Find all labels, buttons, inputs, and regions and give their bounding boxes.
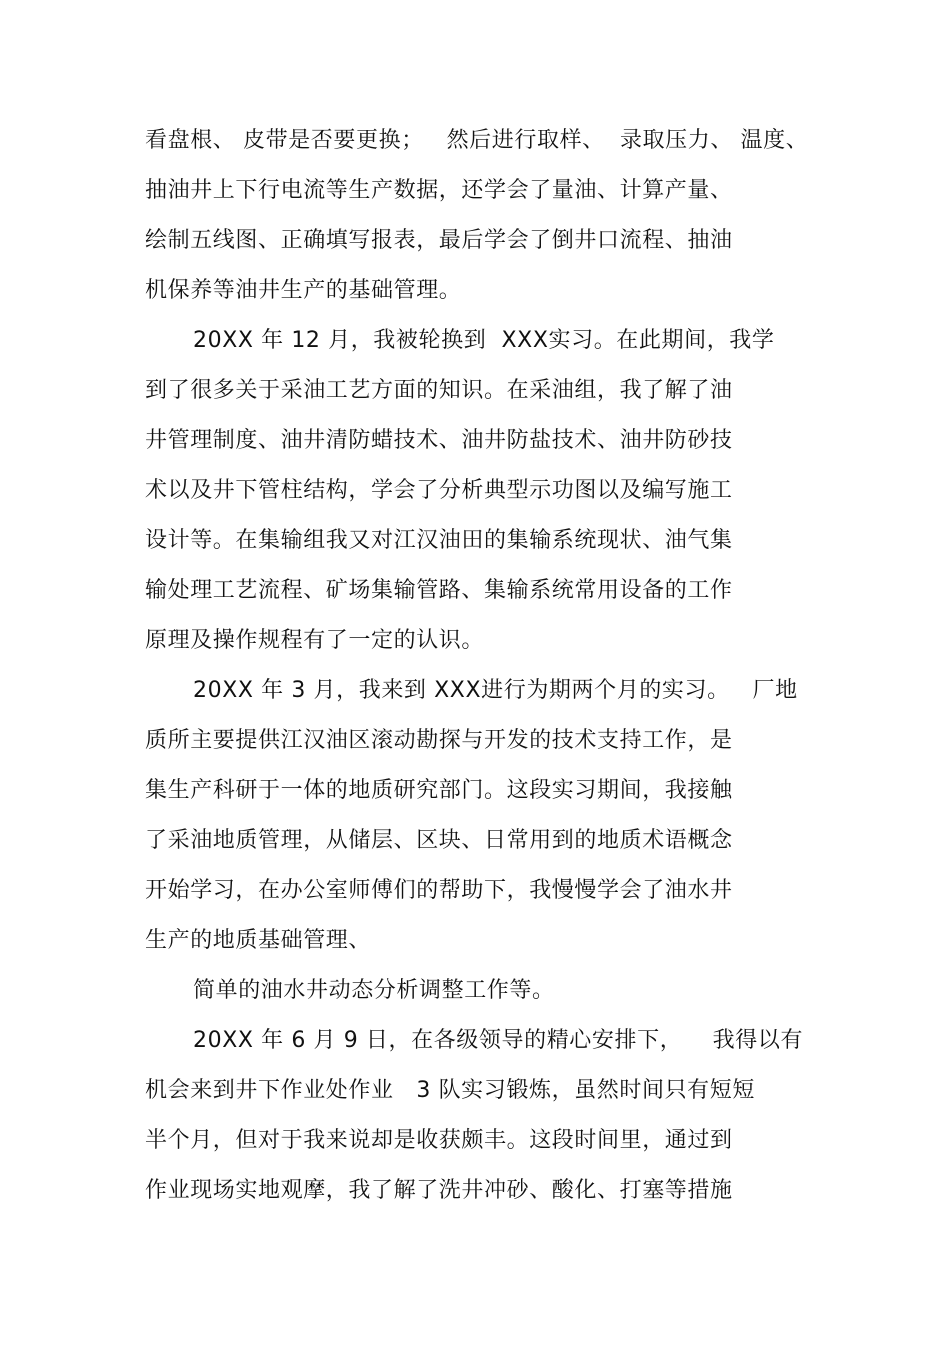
text-line: 开始学习，在办公室师傅们的帮助下，我慢慢学会了油水井 (145, 878, 733, 903)
text-line: 看盘根、 皮带是否要更换； 然后进行取样、 录取压力、 温度、 (145, 128, 809, 153)
text-line: 到了很多关于采油工艺方面的知识。在采油组，我了解了油 (145, 378, 733, 403)
text-line: 生产的地质基础管理、 (145, 928, 372, 953)
text-line: 绘制五线图、正确填写报表，最后学会了倒井口流程、抽油 (145, 228, 733, 253)
text-line: 抽油井上下行电流等生产数据，还学会了量油、计算产量、 (145, 178, 733, 203)
paragraph-start-line: 20XX 年 12 月，我被轮换到 XXX实习。在此期间，我学 (193, 328, 775, 353)
paragraph-start-line: 20XX 年 6 月 9 日，在各级领导的精心安排下， 我得以有 (193, 1028, 804, 1053)
text-line: 机会来到井下作业处作业 3 队实习锻炼，虽然时间只有短短 (145, 1078, 755, 1103)
text-line: 术以及井下管柱结构，学会了分析典型示功图以及编写施工 (145, 478, 733, 503)
paragraph-start-line: 简单的油水井动态分析调整工作等。 (193, 978, 555, 1003)
text-line: 半个月，但对于我来说却是收获颇丰。这段时间里，通过到 (145, 1128, 733, 1153)
text-line: 输处理工艺流程、矿场集输管路、集输系统常用设备的工作 (145, 578, 733, 603)
text-line: 作业现场实地观摩，我了解了洗井冲砂、酸化、打塞等措施 (145, 1178, 733, 1203)
text-line: 质所主要提供江汉油区滚动勘探与开发的技术支持工作，是 (145, 728, 733, 753)
text-line: 设计等。在集输组我又对江汉油田的集输系统现状、油气集 (145, 528, 733, 553)
text-line: 了采油地质管理，从储层、区块、日常用到的地质术语概念 (145, 828, 733, 853)
text-line: 原理及操作规程有了一定的认识。 (145, 628, 485, 653)
text-line: 集生产科研于一体的地质研究部门。这段实习期间，我接触 (145, 778, 733, 803)
text-line: 井管理制度、油井清防蜡技术、油井防盐技术、油井防砂技 (145, 428, 733, 453)
paragraph-start-line: 20XX 年 3 月，我来到 XXX进行为期两个月的实习。 厂地 (193, 678, 798, 703)
text-line: 机保养等油井生产的基础管理。 (145, 278, 462, 303)
